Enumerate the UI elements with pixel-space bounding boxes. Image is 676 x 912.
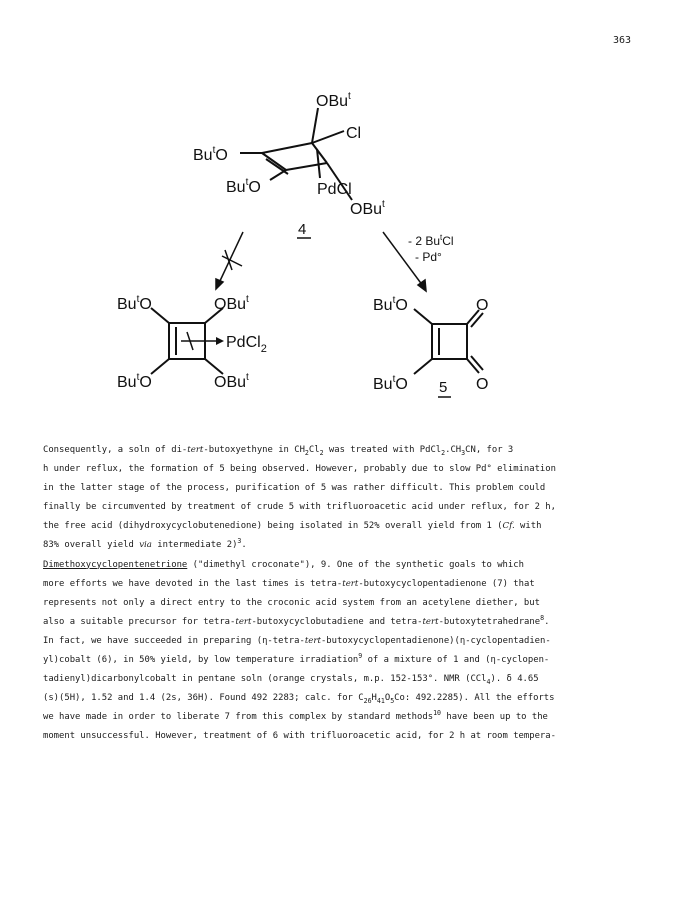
text-line: In fact, we have succeeded in preparing (η-tetra-tert-butoxycyclopentadienone)(η-cyclopentadien- [43, 635, 551, 646]
compound5-o-bottom: O [476, 376, 489, 393]
text-line: Dimethoxycyclopentenetrione ("dimethyl croconate"), 9. One of the synthetic goals to which [43, 559, 524, 570]
text-line: tadienyl)dicarbonylcobalt in pentane soln (orange crystals, m.p. 152-153°. NMR (CCl$_4$). δ 4.65 [43, 674, 539, 686]
left-product-bl: Bu$^t$O [117, 372, 152, 391]
compound5-tl: Bu$^t$O [373, 295, 408, 314]
text-line: the free acid (dihydroxycyclobutenedione) being isolated in 52% overall yield from 1 (Cf. with [43, 521, 542, 532]
compound4-obut-top: OBu$^t$ [316, 91, 351, 110]
text-line: represents not only a direct entry to the croconic acid system from an acetylene diether, but [43, 597, 540, 608]
text-line: 83% overall yield via intermediate 2)$^3$. [43, 537, 247, 551]
body-text [43, 441, 653, 747]
blocked-arrow [216, 232, 243, 289]
bond [262, 143, 312, 153]
compound4-but-o-bottom: Bu$^t$O [226, 177, 261, 196]
reaction-scheme [0, 0, 676, 420]
text-line: Consequently, a soln of di-tert-butoxyethyne in $CH_2Cl_2$ was treated with $PdCl_2.CH_3CN$, for 3 [43, 445, 514, 457]
left-product-tr: OBu$^t$ [214, 294, 249, 313]
text-line: moment unsuccessful. However, treatment of 6 with trifluoroacetic acid, for 2 h at room tempera- [43, 731, 556, 742]
text-line: yl)cobalt (6), in 50% yield, by low temperature irradiation$^9$ of a mixture of 1 and (η-cyclopen- [43, 652, 550, 666]
compound5-bl: Bu$^t$O [373, 374, 408, 393]
bond [286, 163, 327, 170]
arrow-label-2: - Pd° [415, 250, 442, 264]
text-line: in the latter stage of the process, purification of 5 was rather difficult. This problem could [43, 483, 546, 494]
compound4-cl: Cl [346, 125, 362, 142]
text-line: finally be circumvented by treatment of crude 5 with trifluoroacetic acid under reflux, for 2 h, [43, 502, 556, 513]
compound-number-5: 5 [439, 379, 448, 396]
bond [262, 153, 286, 170]
left-product-tl: Bu$^t$O [117, 294, 152, 313]
section-heading: Dimethoxycyclopentenetrione [43, 559, 188, 570]
bond [270, 170, 286, 180]
text-line: (s)(5H), 1.52 and 1.4 (2s, 36H). Found 492 2283; calc. for $C_{26}H_{41}O_5Co$: 492.2285). All the efforts [43, 693, 555, 705]
page-number: 363 [613, 35, 632, 46]
left-product-br: OBu$^t$ [214, 372, 249, 391]
compound4-but-o-left: Bu$^t$O [193, 145, 228, 164]
compound4-pdcl: PdCl [317, 181, 352, 198]
bond [312, 143, 327, 163]
compound-5-structure [414, 309, 483, 374]
compound4-obut-bottom: OBu$^t$ [350, 199, 385, 218]
text-line: more efforts we have devoted in the last times is tetra-tert-butoxycyclopentadienone (7) that [43, 578, 535, 589]
text-line: we have made in order to liberate 7 from this complex by standard methods$^{10}$ have been up to the [43, 709, 548, 723]
bond [312, 131, 344, 143]
left-product-pdcl2: PdCl$_2$ [226, 334, 267, 355]
bond [312, 108, 318, 143]
text-line: also a suitable precursor for tetra-tert-butoxycyclobutadiene and tetra-tert-butoxytetrahedrane$^8$. [43, 613, 550, 627]
compound-number-4: 4 [298, 221, 307, 238]
compound5-o-top: O [476, 297, 489, 314]
left-product-structure [151, 308, 224, 374]
text-line: h under reflux, the formation of 5 being observed. However, probably due to slow Pd° elimination [43, 464, 556, 475]
arrow-label-1: - 2 Bu$^t$Cl [408, 233, 454, 248]
